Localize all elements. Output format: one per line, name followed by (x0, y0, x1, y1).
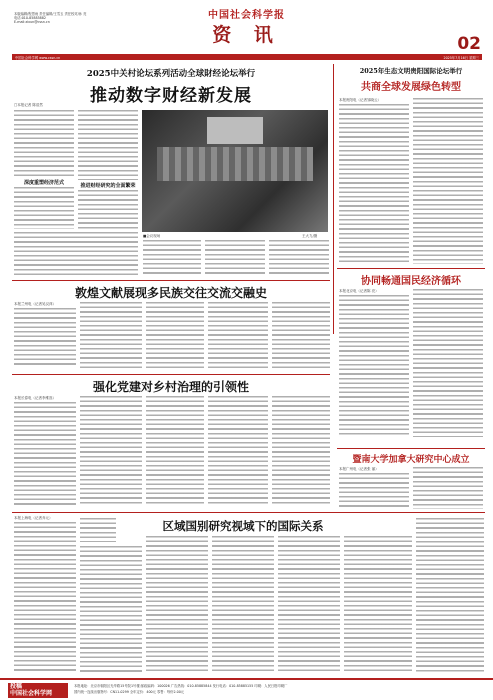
footer-brand-line2: 中国社会科学网 (10, 689, 53, 697)
rural-col1 (14, 402, 76, 506)
area-title: 区域国别研究视域下的国际关系 (162, 519, 324, 533)
canada-byline: 本报广州电（记者张 丽） (339, 467, 379, 471)
rule (337, 448, 485, 449)
dunhuang-col4 (208, 302, 268, 368)
photo-credit: 王大力/摄 (302, 234, 318, 238)
issue-date: 2025年7月16日 星期三 (443, 56, 479, 60)
feature-byline: □本报记者 陈浩然 (14, 103, 43, 107)
footer (0, 678, 493, 700)
canada-col2 (413, 467, 483, 509)
phone-line: 电话:010-85885882 (14, 16, 46, 20)
dunhuang-col3 (146, 302, 204, 368)
column-divider (333, 64, 334, 334)
footer-brand (8, 683, 68, 698)
canada-col1 (339, 473, 409, 509)
feature-text-col2b (78, 190, 138, 229)
footer-brand-line1: 投稿 (10, 683, 23, 690)
masthead: 中国社会科学报 (208, 10, 285, 21)
economy-col1 (339, 295, 409, 437)
feature-text-col3 (143, 240, 201, 276)
dunhuang-col2 (80, 302, 142, 368)
dunhuang-byline: 本报兰州电（记者吴汉萍） (14, 302, 56, 306)
area-col2 (80, 546, 142, 674)
rural-col2 (80, 396, 142, 506)
area-col4 (212, 536, 274, 674)
header-bar (12, 54, 482, 60)
photo-stage (157, 147, 313, 181)
feature-photo (142, 110, 328, 232)
rural-col3 (146, 396, 204, 506)
eco-byline: 本报贵阳电（记者邹晓云） (339, 98, 381, 102)
economy-col2 (413, 289, 483, 437)
photo-screen (207, 117, 263, 144)
rural-title: 强化党建对乡村治理的引领性 (92, 380, 249, 394)
area-col1 (14, 522, 76, 674)
email-line: E-mail:zixun@cssn.cn (14, 20, 50, 24)
article-feature (12, 64, 330, 230)
dunhuang-title: 敦煌文献展现多民族交往交流交融史 (74, 286, 267, 300)
footer-info-2: 国内统一连续出版物号：CN11-0299 全年定价：400元 零售：每份2.00元 (74, 690, 185, 694)
rural-byline: 本报长春电（记者李维嵩） (14, 396, 56, 400)
article-eco-forum (337, 66, 485, 93)
area-col6 (344, 536, 412, 674)
feature-kicker: 2025中关村论坛系列活动全球財经论坛举行 (86, 69, 256, 79)
photo-caption: ■会议现场 (143, 234, 161, 238)
feature-text-col5 (269, 240, 329, 276)
economy-byline: 本报北京电（记者陈 亮） (339, 289, 379, 293)
canada-title: 暨南大学加拿大研究中心成立 (352, 455, 470, 465)
feature-subhead-1: 深度重塑经济范式 (23, 180, 64, 186)
eco-kicker: 2025年生态文明贵阳国际论坛举行 (359, 67, 463, 75)
feature-title: 推动数字财经新发展 (90, 86, 252, 106)
area-byline: 本报上海电（记者乔元） (14, 516, 53, 520)
site-url: 中国社会科学网 www.cssn.cn (15, 56, 61, 60)
rural-col5 (272, 396, 330, 506)
dunhuang-col1 (14, 308, 76, 368)
economy-title: 协同畅通国民经济循环 (361, 276, 461, 287)
eco-text-col1 (339, 104, 409, 264)
rule (12, 374, 330, 375)
feature-subhead-2: 推进财经研究的全面繁荣 (80, 183, 136, 189)
area-col7 (416, 518, 484, 674)
area-col3 (146, 536, 208, 674)
eco-text-col2 (413, 98, 483, 264)
rule (12, 512, 485, 513)
section-title: 资 讯 (212, 24, 281, 46)
footer-info-1: 本报地址：北京市朝阳区光华路15号院1号楼 邮政编码：100026 广告热线：010-85885844 发行电话：010-85885155 印刷：人民日报印刷厂 (74, 684, 288, 688)
eco-title: 共商全球发展绿色转型 (361, 82, 461, 93)
area-col5 (278, 536, 340, 674)
feature-text-col4 (205, 240, 265, 276)
rule (337, 268, 485, 269)
feature-text-col1 (14, 110, 74, 176)
dunhuang-col5 (272, 302, 330, 368)
feature-text-col1b (14, 187, 74, 229)
rural-col4 (208, 396, 268, 506)
feature-text-col6 (14, 232, 138, 276)
page-number: 02 (457, 34, 481, 54)
feature-text-col2 (78, 110, 138, 180)
editor-line: 本版编辑/程思雨 责任编辑/王雪玉 责任校对/孙 亮 (14, 12, 87, 16)
rule (12, 280, 330, 281)
area-col2a (80, 518, 116, 542)
